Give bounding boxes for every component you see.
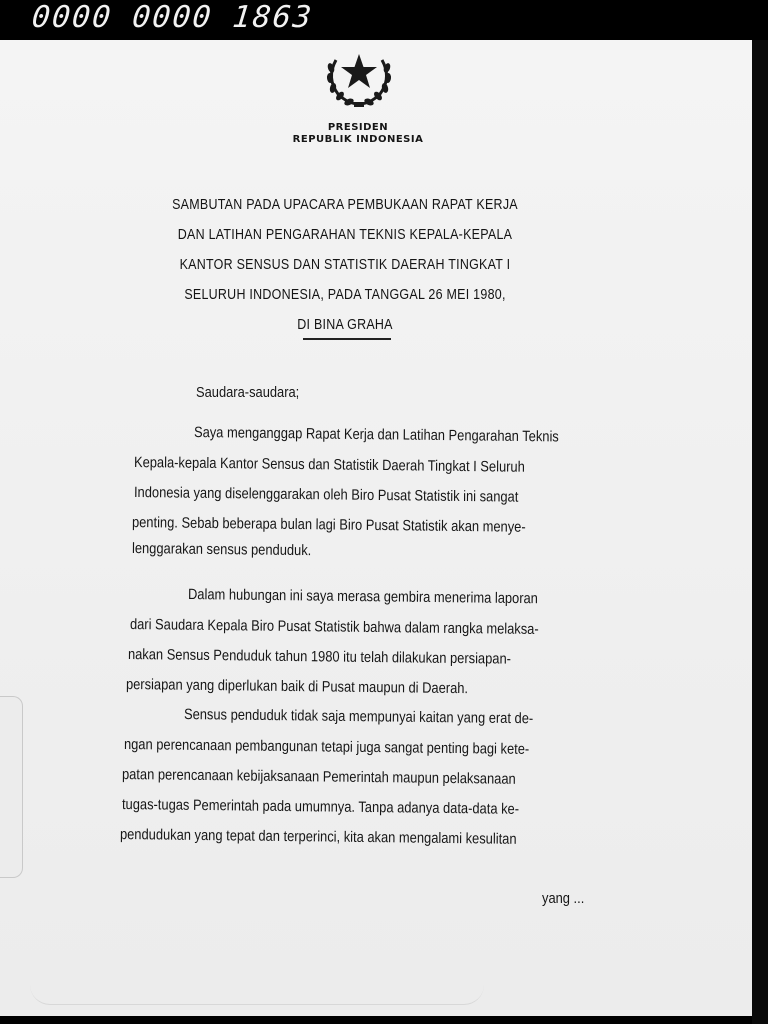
title-line: SELURUH INDONESIA, PADA TANGGAL 26 MEI 1980, — [184, 287, 506, 303]
paragraph-line: persiapan yang diperlukan baik di Pusat maupun di Daerah. — [125, 676, 469, 698]
paragraph-line: Indonesia yang diselenggarakan oleh Biro Pusat Statistik ini sangat — [133, 484, 519, 506]
microfilm-frame-id: 0000 0000 1863 — [30, 0, 315, 35]
document-page — [0, 40, 752, 1016]
paragraph-line: tugas-tugas Pemerintah pada umumnya. Tanpa adanya data-data ke- — [121, 796, 520, 818]
title-line: DAN LATIHAN PENGARAHAN TEKNIS KEPALA-KEPALA — [177, 227, 513, 243]
paragraph-line: patan perencanaan kebijaksanaan Pemerintah maupun pelaksanaan — [121, 766, 516, 788]
title-line: SAMBUTAN PADA UPACARA PEMBUKAAN RAPAT KERJA — [172, 197, 518, 213]
paragraph-line: dari Saudara Kepala Biro Pusat Statistik bahwa dalam rangka melaksa- — [129, 616, 539, 638]
paragraph-line: pendudukan yang tepat dan terperinci, kita akan mengalami kesulitan — [119, 826, 517, 848]
paragraph-line: lenggarakan sensus penduduk. — [131, 540, 312, 560]
page-scuff-mark — [30, 984, 484, 1005]
film-border-right — [752, 40, 768, 1024]
paragraph-line: nakan Sensus Penduduk tahun 1980 itu telah dilakukan persiapan- — [127, 646, 512, 668]
continuation-marker: yang ... — [542, 890, 585, 907]
title-underline — [303, 338, 391, 340]
title-line: DI BINA GRAHA — [297, 317, 393, 333]
paragraph-line: penting. Sebab beberapa bulan lagi Biro Pusat Statistik akan menye- — [131, 514, 526, 536]
paragraph-line: Dalam hubungan ini saya merasa gembira menerima laporan — [187, 586, 538, 608]
letterhead-line-2: REPUBLIK INDONESIA — [292, 134, 424, 145]
paragraph-line: Sensus penduduk tidak saja mempunyai kaitan yang erat de- — [183, 706, 534, 728]
title-line: KANTOR SENSUS DAN STATISTIK DAERAH TINGKAT I — [179, 257, 511, 273]
presidential-seal-icon — [316, 40, 402, 110]
paragraph-line: Kepala-kepala Kantor Sensus dan Statistik Daerah Tingkat I Seluruh — [133, 454, 525, 476]
salutation: Saudara-saudara; — [196, 384, 300, 401]
page-tab-shadow — [0, 696, 23, 878]
letterhead-line-1: PRESIDEN — [327, 122, 389, 133]
speech-title — [130, 190, 560, 340]
paragraph-line: ngan perencanaan pembangunan tetapi juga sangat penting bagi kete- — [123, 736, 530, 758]
paragraph-line: Saya menganggap Rapat Kerja dan Latihan Pengarahan Teknis — [193, 424, 559, 446]
